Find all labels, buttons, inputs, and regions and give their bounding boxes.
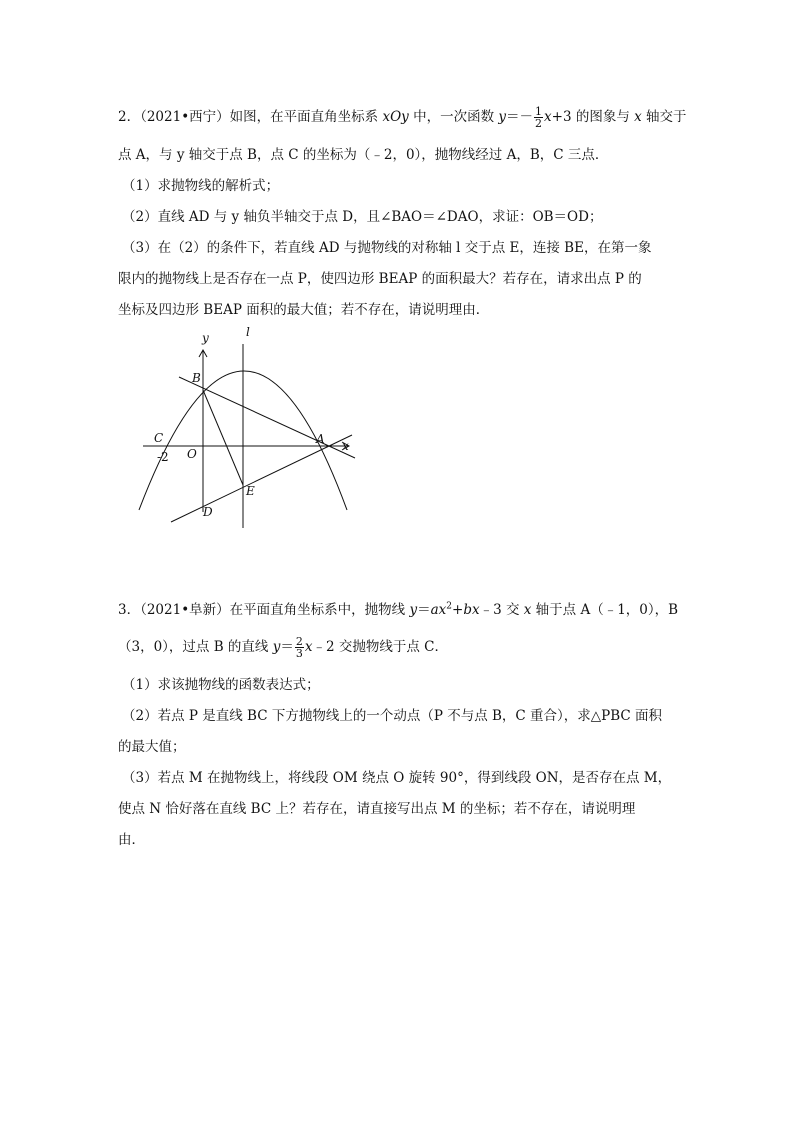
problem-2-line-1: 2．（2021•西宁）如图，在平面直角坐标系 xOy 中，一次函数 y＝－ $\frac{1}{2}$ x+3 的图象与 x 轴交于 [118, 105, 687, 130]
problem-3-part-3-line-1: （3）若点 M 在抛物线上，将线段 OM 绕点 O 旋转 90°，得到线段 ON，是否存在点 M， [122, 770, 672, 786]
problem-2-part-3-line-2: 限内的抛物线上是否存在一点 P，使四边形 BEAP 的面积最大？若存在，请求出点 P 的 [118, 271, 642, 287]
problem-2-part-2: （2）直线 AD 与 y 轴负半轴交于点 D，且∠BAO＝∠DAO，求证：OB＝OD； [122, 209, 603, 225]
problem-3-part-3-line-3: 由． [118, 832, 145, 848]
problem-3-part-3-line-2: 使点 N 恰好落在直线 BC 上？若存在，请直接写出点 M 的坐标；若不存在，请说明理 [118, 801, 636, 817]
label-x: x [342, 439, 349, 453]
label-C: C [154, 431, 164, 445]
problem-number: 2． [118, 109, 141, 125]
problem-number: 3． [118, 602, 141, 618]
problem-3-line-1: 3．（2021•阜新）在平面直角坐标系中，抛物线 $y=ax^2+bx﹣3$ 交 x 轴于点 A（﹣1，0），B [118, 601, 679, 618]
segment-be [203, 390, 243, 485]
problem-3-part-2-line-2: 的最大值； [118, 739, 186, 755]
label-O: O [187, 447, 197, 461]
problem-2-figure [137, 322, 367, 532]
label-E: E [246, 484, 255, 498]
problem-source: （2021•阜新） [140, 602, 230, 618]
problem-2-part-3-line-1: （3）在（2）的条件下，若直线 AD 与抛物线的对称轴 l 交于点 E，连接 BE，在第一象 [122, 240, 652, 256]
problem-3-line-2: （3，0），过点 B 的直线 y＝ $\frac{2}{3}$ x﹣2 交抛物线于点 C． [118, 635, 449, 660]
fraction-one-half: $\frac{1}{2}$ [535, 105, 543, 130]
problem-2-part-3-line-3: 坐标及四边形 BEAP 面积的最大值；若不存在，请说明理由． [118, 302, 490, 318]
label-B: B [192, 371, 201, 385]
line-ad [171, 435, 352, 522]
label-neg2: -2 [157, 450, 169, 464]
problem-2-part-1: （1）求抛物线的解析式； [122, 178, 280, 194]
problem-source: （2021•西宁） [140, 109, 230, 125]
fraction-two-thirds: $\frac{2}{3}$ [295, 635, 303, 660]
problem-3-part-2-line-1: （2）若点 P 是直线 BC 下方抛物线上的一个动点（P 不与点 B，C 重合），求△PBC 面积 [122, 708, 663, 724]
label-A: A [316, 432, 325, 446]
label-D: D [203, 505, 213, 519]
problem-3-part-1: （1）求该抛物线的函数表达式； [122, 677, 320, 693]
label-l: l [246, 325, 250, 339]
problem-2-line-2: 点 A，与 y 轴交于点 B，点 C 的坐标为（﹣2，0），抛物线经过 A，B，C 三点． [118, 147, 609, 163]
label-y: y [202, 331, 209, 345]
